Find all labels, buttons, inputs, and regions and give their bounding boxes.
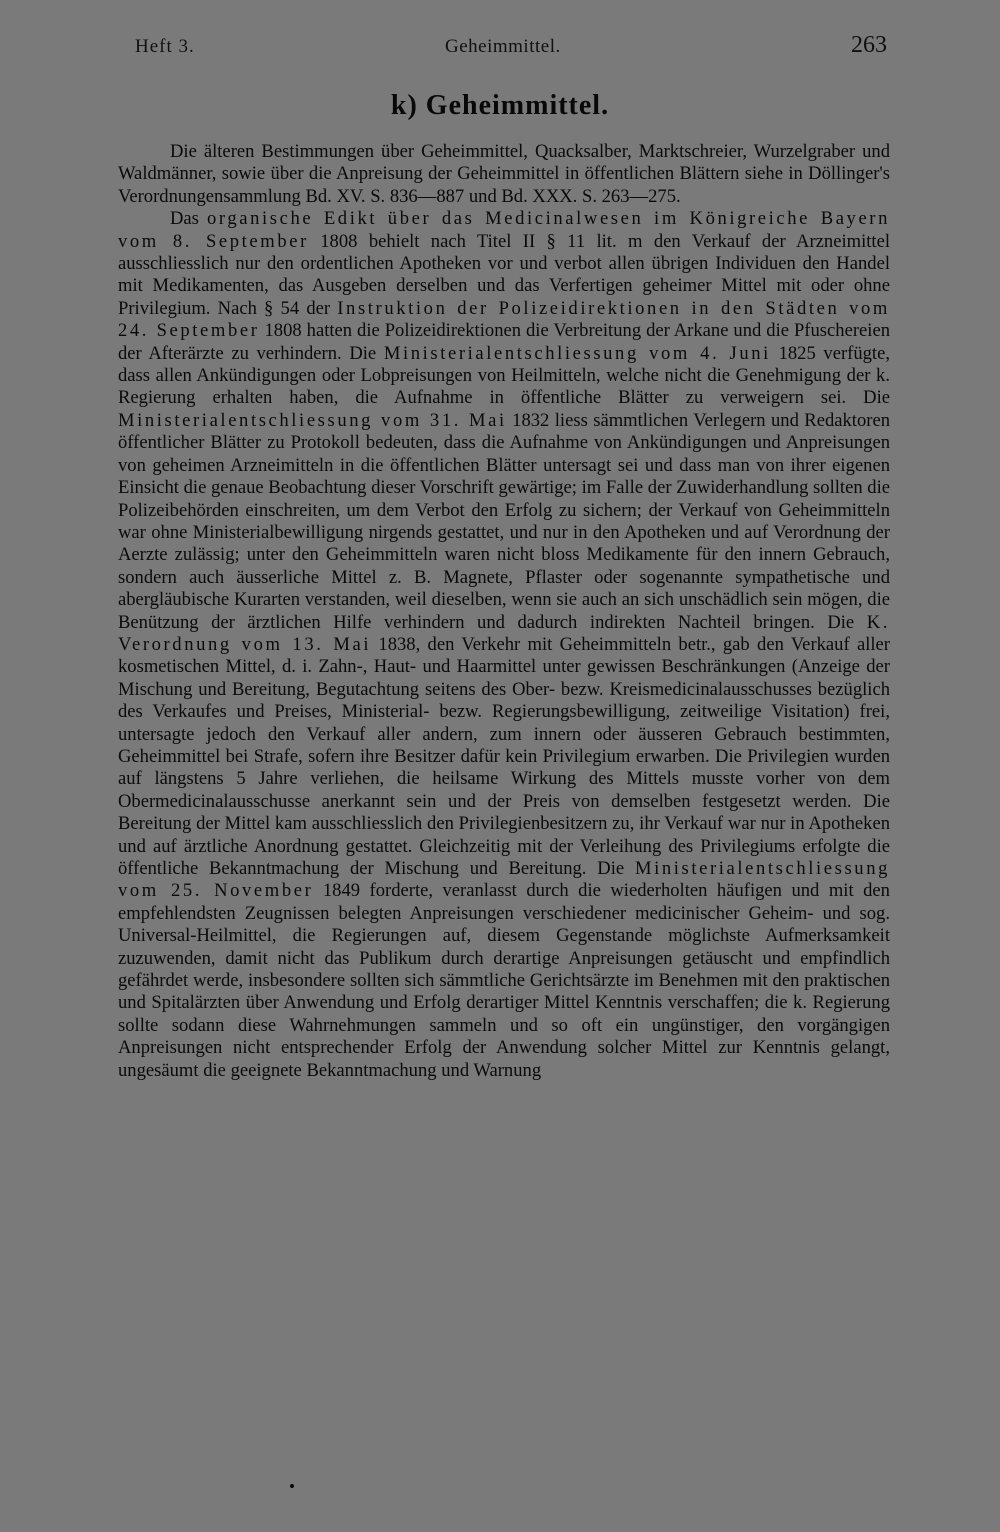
page-number: 263 xyxy=(851,32,887,58)
paragraph-text: 1849 forderte, veranlasst durch die wiederholten häufigen und mit den empfehlendsten Zeugnissen belegten Anpreisungen verschiedener medicinischer Geheim- und sog. Universal-Heilmittel, die Regierungen auf, diesem Gegenstande möglichste Aufmerksamkeit zuzuwenden, damit nicht das Publikum durch derartige Anpreisungen getäuscht und empfindlich gefährdet werde, insbesondere sollten sich sämmtliche Gerichtsärzte im Benehmen mit den praktischen und Spitalärzten über Anwendung und Erfolg derartiger Mittel Kenntnis verschaffen; die k. Regierung sollte sodann diese Wahrnehmungen sammeln und so oft ein ungünstiger, den vorgängigen Anpreisungen nicht entsprechender Erfolg der Anwendung solcher Mittel zur Kenntnis gelangt, ungesäumt die geeignete Bekanntmachung und Warnung xyxy=(118,880,890,1081)
paragraph xyxy=(118,141,890,208)
spaced-emphasis: Ministerialentschliessung vom 31. Mai xyxy=(118,409,507,431)
paragraph-text: Das xyxy=(170,208,207,230)
paragraph-text: 1825 verfügte, dass allen Ankündigungen oder Lobpreisungen von Heilmitteln, welche nicht die Genehmigung der k. Regierung erhalten haben, die Aufnahme in öffentliche Blätter zu verweigern sei. Die xyxy=(118,342,890,409)
section-title: k) Geheimmittel. xyxy=(390,90,610,121)
spaced-emphasis: Instruktion der Polizeidirektionen in den Städten vom 24. September xyxy=(118,297,890,342)
running-header xyxy=(135,34,887,64)
print-speck xyxy=(290,1484,294,1488)
spaced-emphasis: K. Verordnung vom 13. Mai xyxy=(118,611,890,655)
paragraph-text: 1808 hatten die Polizeidirektionen die Verbreitung der Arkane und die Pfuschereien der Afterärzte zu verhindern. Die xyxy=(118,320,890,364)
paragraph-text: 1838, den Verkehr mit Geheimmitteln betr., gab den Verkauf aller kosmetischen Mittel, d. i. Zahn-, Haut- und Haarmittel unter gewissen Beschränkungen (Anzeige der Mischung und Bereitung, Begutachtung seitens des Ober- bezw. Kreismedicinalausschusses bezüglich des Verkaufes und Preises, Ministerial- bezw. Regierungsbewilligung, zeitweilige Visitation) frei, untersagte jedoch den Verkauf aller andern, zum innern oder äusseren Gebrauch bestimmten, Geheimmittel bei Strafe, sofern ihre Besitzer dafür kein Privilegium erwarben. Die Privilegien wurden auf längstens 5 Jahre verliehen, die heilsame Wirkung des Mittels musste vorher von dem Obermedicinalausschusse anerkannt sein und der Preis von demselben festgesetzt werden. Die Bereitung der Mittel kam ausschliesslich den Privilegienbesitzern zu, ihr Verkauf war nur in Apotheken und auf ärztliche Anordnung gestattet. Gleichzeitig mit der Verleihung des Privilegiums erfolgte die öffentliche Bekanntmachung der Mischung und Bereitung. Die xyxy=(118,633,890,879)
issue-label: Heft 3. xyxy=(135,36,195,57)
paragraph xyxy=(118,208,890,1082)
paragraph-text: 1832 liess sämmtlichen Verlegern und Redaktoren öffentlicher Blätter zu Protokoll bedeuten, dass die Aufnahme von Ankündigungen und Anpreisungen von geheimen Arzneimitteln in die öffentlichen Blätter untersagt sei und dass man von ihrer eigenen Einsicht die genaue Beobachtung dieser Vorschrift gewärtige; im Falle der Zuwiderhandlung sollten die Polizeibehörden einschreiten, um dem Verbot den Erfolg zu sichern; der Verkauf von Geheimmitteln war ohne Ministerialbewilligung nirgends gestattet, und nur in den Apotheken und auf Verordnung der Aerzte zulässig; unter den Geheimmitteln waren nicht bloss Medikamente für den innern Gebrauch, sondern auch äusserliche Mittel z. B. Magnete, Pflaster oder sogenannte sympathetische und abergläubische Kurarten verstanden, weil dieselben, wenn sie auch an sich unschädlich sein mögen, die Benützung der ärztlichen Hilfe verhindern und dadurch indirekten Nachteil bringen. Die xyxy=(118,409,890,633)
spaced-emphasis: organische Edikt über das Medicinalwesen im Königreiche Bayern vom 8. September xyxy=(118,208,890,252)
spaced-emphasis: Ministerialentschliessung vom 4. Juni xyxy=(383,342,771,364)
running-title: Geheimmittel. xyxy=(445,36,561,57)
body-text xyxy=(118,141,890,1082)
paragraph-text: Die älteren Bestimmungen über Geheimmittel, Quacksalber, Marktschreier, Wurzelgraber und Waldmänner, sowie über die Anpreisung der Geheimmittel in öffentlichen Blättern siehe in Döllinger's Verordnungensammlung Bd. XV. S. 836—887 und Bd. XXX. S. 263—275. xyxy=(118,141,890,207)
spaced-emphasis: Ministerialentschliessung vom 25. November xyxy=(118,858,890,902)
paragraph-text: 1808 behielt nach Titel II § 11 lit. m den Verkauf der Arzneimittel ausschliesslich nur den ordentlichen Apotheken vor und verbot allen übrigen Individuen den Handel mit Medikamenten, das Ausgeben derselben und das Verfertigen geheimer Mittel mit oder ohne Privilegium. Nach § 54 der xyxy=(118,230,890,319)
